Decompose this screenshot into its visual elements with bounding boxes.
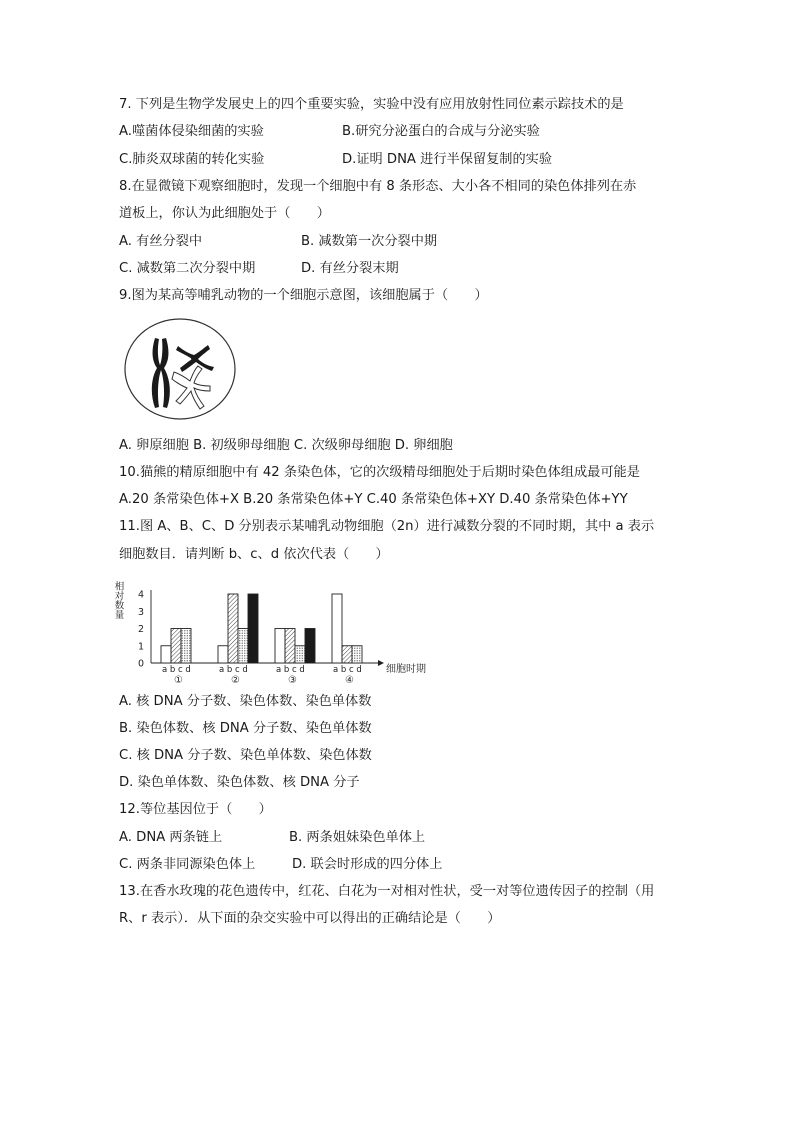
q13-stem-line2: R、r 表示）．从下面的杂交实验中可以得出的正确结论是（ ） <box>119 911 501 926</box>
bar-b-1 <box>171 629 181 664</box>
bar-chart <box>112 572 444 686</box>
q12-option-d: D. 联会时形成的四分体上 <box>292 857 443 872</box>
y-tick-label: 2 <box>138 624 145 635</box>
y-tick-label: 4 <box>138 589 145 601</box>
bar-c-4 <box>352 646 362 663</box>
q8-stem-line1: 8.在显微镜下观察细胞时，发现一个细胞中有 8 条形态、大小各不相同的染色体排列在赤 <box>119 179 637 194</box>
q12-option-c: C. 两条非同源染色体上 <box>119 857 256 872</box>
x-category-label: ④ <box>345 675 354 686</box>
bar-c-1 <box>181 629 191 664</box>
y-tick-label: 0 <box>138 658 145 670</box>
x-category-label: ③ <box>288 675 297 686</box>
bar-b-4 <box>342 646 352 663</box>
bar-a-3 <box>275 629 285 664</box>
x-category-label: ② <box>231 675 240 686</box>
q12-option-b: B. 两条姐妹染色单体上 <box>289 830 426 845</box>
q9-options: A. 卵原细胞 B. 初级卵母细胞 C. 次级卵母细胞 D. 卵细胞 <box>119 438 453 453</box>
q10-options: A.20 条常染色体+X B.20 条常染色体+Y C.40 条常染色体+XY D.40 条常染色体+YY <box>119 492 628 507</box>
q12-stem: 12.等位基因位于（ ） <box>119 802 272 817</box>
bar-a-2 <box>218 646 228 663</box>
q9-stem: 9.图为某高等哺乳动物的一个细胞示意图，该细胞属于（ ） <box>119 288 488 303</box>
q7-option-c: C.肺炎双球菌的转化实验 <box>119 152 265 167</box>
x-axis-arrow <box>378 660 384 666</box>
q8-option-a: A. 有丝分裂中 <box>119 234 203 249</box>
cell-diagram-figure <box>122 316 238 422</box>
q11-stem-line2: 细胞数目．请判断 b、c、d 依次代表（ ） <box>119 547 389 562</box>
chromosome-black-tall <box>152 338 170 408</box>
bar-c-2 <box>238 629 248 664</box>
bar-a-4 <box>332 594 342 663</box>
q11-stem-line1: 11.图 A、B、C、D 分别表示某哺乳动物细胞（2n）进行减数分裂的不同时期，其中 a 表示 <box>119 519 655 534</box>
chromosome-white-outline <box>172 366 210 409</box>
x-category-label: ① <box>174 675 183 686</box>
y-tick-label: 1 <box>138 641 145 653</box>
q10-stem: 10.猫熊的精原细胞中有 42 条染色体，它的次级精母细胞处于后期时染色体组成最可能是 <box>119 465 640 480</box>
chromosome-black-small <box>176 345 214 372</box>
bars <box>161 594 362 663</box>
q11-option-c: C. 核 DNA 分子数、染色单体数、染色体数 <box>119 748 372 763</box>
q7-stem: 7. 下列是生物学发展史上的四个重要实验，实验中没有应用放射性同位素示踪技术的是 <box>119 97 624 112</box>
x-axis-label: 细胞时期 <box>386 664 426 675</box>
x-sublabel: a b c d <box>333 665 362 675</box>
bar-b-3 <box>285 629 295 664</box>
q11-option-d: D. 染色单体数、染色体数、核 DNA 分子 <box>119 775 360 790</box>
q8-option-b: B. 减数第一次分裂中期 <box>301 234 438 249</box>
q11-option-a: A. 核 DNA 分子数、染色体数、染色单体数 <box>119 694 372 709</box>
q7-option-b: B.研究分泌蛋白的合成与分泌实验 <box>342 124 540 139</box>
q7-option-d: D.证明 DNA 进行半保留复制的实验 <box>342 152 553 167</box>
x-labels <box>162 665 362 686</box>
bar-d-2 <box>248 594 258 663</box>
bar-c-3 <box>295 646 305 663</box>
x-sublabel: a b c d <box>162 665 191 675</box>
q13-stem-line1: 13.在香水玫瑰的花色遗传中，红花、白花为一对相对性状，受一对等位遗传因子的控制（用 <box>119 884 655 899</box>
q12-option-a: A. DNA 两条链上 <box>119 830 223 845</box>
x-sublabel: a b c d <box>276 665 305 675</box>
bar-a-1 <box>161 646 171 663</box>
bar-b-2 <box>228 594 238 663</box>
q11-option-b: B. 染色体数、核 DNA 分子数、染色单体数 <box>119 721 372 736</box>
bar-d-3 <box>305 629 315 664</box>
q8-option-c: C. 减数第二次分裂中期 <box>119 261 256 276</box>
q8-stem-line2: 道板上，你认为此细胞处于（ ） <box>119 206 330 221</box>
y-tick-label: 3 <box>138 606 145 618</box>
y-ticks <box>138 590 144 670</box>
q7-option-a: A.噬菌体侵染细菌的实验 <box>119 124 264 139</box>
y-axis-label: 相对数量 <box>112 581 124 619</box>
x-sublabel: a b c d <box>219 665 248 675</box>
q8-option-d: D. 有丝分裂末期 <box>301 261 399 276</box>
